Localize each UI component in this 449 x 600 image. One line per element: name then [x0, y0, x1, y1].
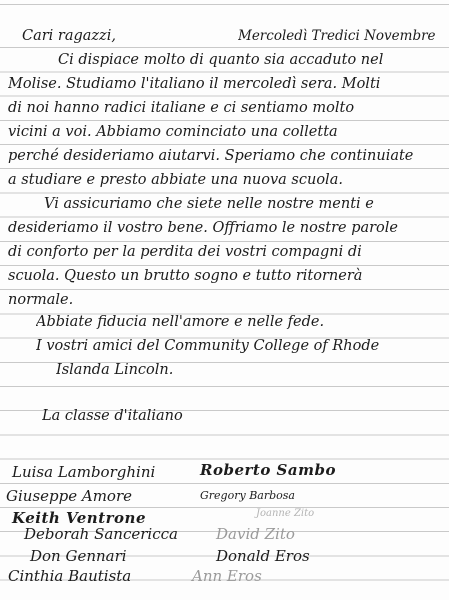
letter-closing: La classe d'italiano — [42, 408, 183, 424]
letter-line: Islanda Lincoln. — [56, 362, 174, 378]
letter-line: Molise. Studiamo l'italiano il mercoledì sera. Molti — [8, 76, 381, 92]
signature: Roberto Sambo — [200, 461, 336, 479]
signature: Giuseppe Amore — [6, 487, 132, 505]
signature: Don Gennari — [30, 547, 127, 565]
signature: Deborah Sancericca — [24, 525, 178, 543]
letter-line: I vostri amici del Community College of Rhode — [36, 338, 380, 354]
letter-line: di conforto per la perdita dei vostri compagni di — [8, 244, 362, 260]
letter-line: a studiare e presto abbiate una nuova scuola. — [8, 172, 343, 188]
letter-date: Mercoledì Tredici Novembre — [238, 28, 436, 44]
signature: Donald Eros — [216, 547, 310, 565]
signature: Cinthia Bautista — [8, 567, 132, 585]
letter-line: perché desideriamo aiutarvi. Speriamo che continuiate — [8, 148, 414, 164]
letter-line: normale. — [8, 292, 74, 308]
letter-line: Vi assicuriamo che siete nelle nostre menti e — [44, 196, 374, 212]
letter-line: scuola. Questo un brutto sogno e tutto ritornerà — [8, 268, 363, 284]
signature: David Zito — [216, 525, 295, 543]
signature: Keith Ventrone — [12, 509, 147, 527]
letter-line: vicini a voi. Abbiamo cominciato una colletta — [8, 124, 338, 140]
letter-line: desideriamo il vostro bene. Offriamo le nostre parole — [8, 220, 399, 236]
letter-greeting: Cari ragazzi, — [22, 28, 116, 44]
signature: Gregory Barbosa — [200, 489, 295, 502]
letter-line: di noi hanno radici italiane e ci sentiamo molto — [8, 100, 355, 116]
signature: Joanne Zito — [256, 508, 315, 519]
letter-line: Ci dispiace molto di quanto sia accaduto nel — [58, 52, 384, 68]
signature: Ann Eros — [192, 567, 262, 585]
signature: Luisa Lamborghini — [12, 463, 156, 481]
letter-line: Abbiate fiducia nell'amore e nelle fede. — [36, 314, 325, 330]
